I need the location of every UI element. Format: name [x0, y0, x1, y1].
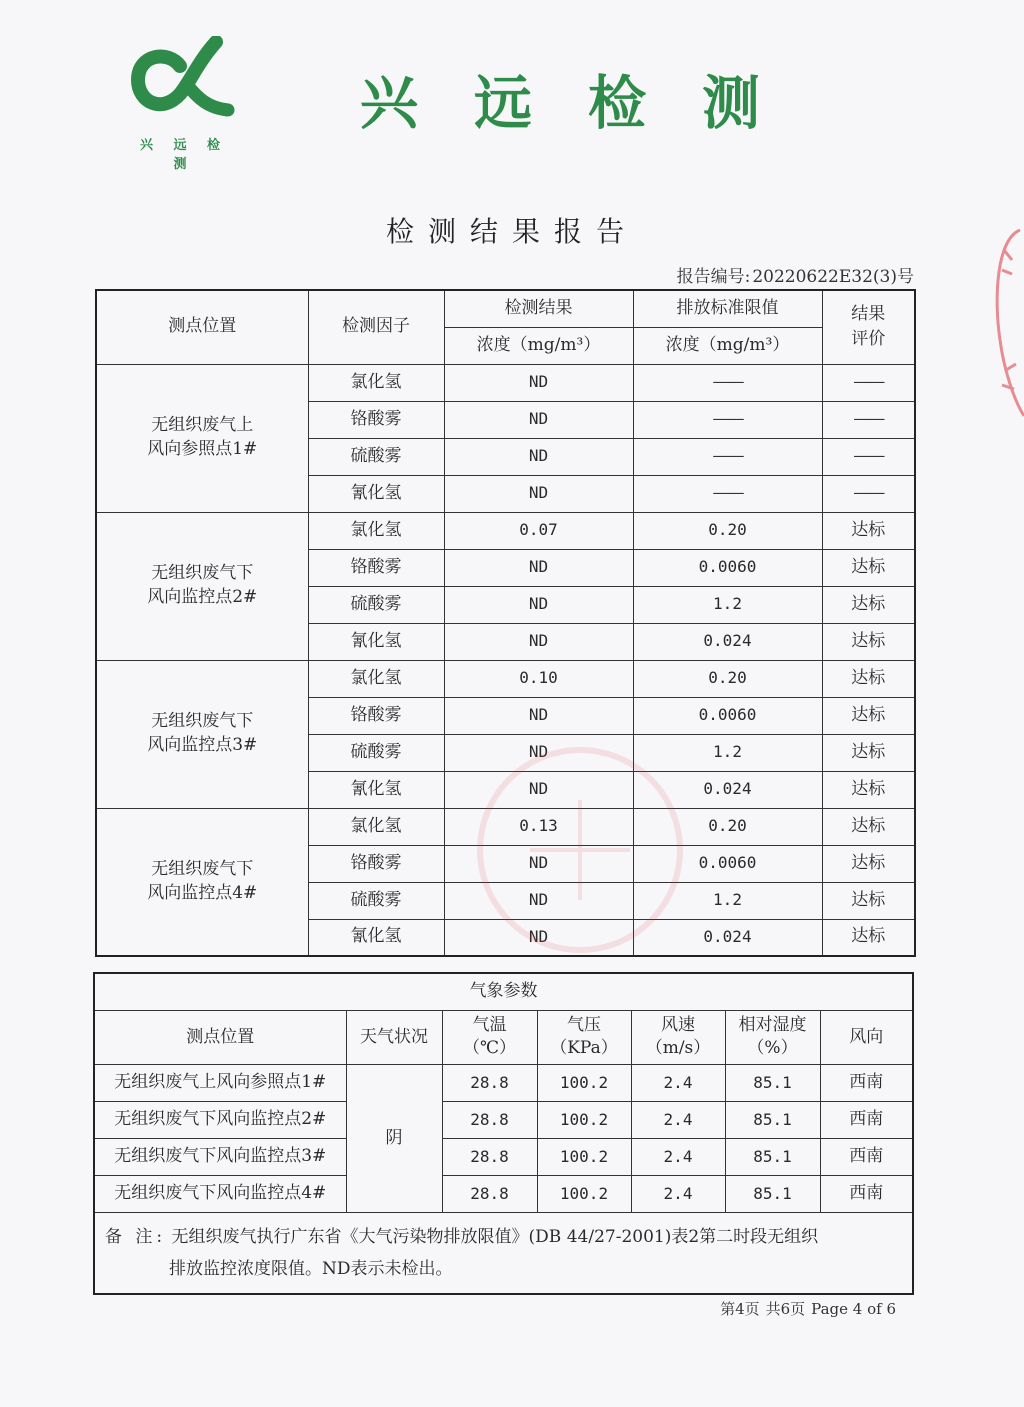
limit-cell: 0.024 — [633, 771, 822, 808]
meteo-humidity-cell: 85.1 — [725, 1101, 820, 1138]
header-evaluation — [822, 290, 915, 364]
table-row — [96, 660, 915, 697]
meteo-wind-speed-cell: 2.4 — [631, 1064, 725, 1101]
eval-cell: 达标 — [822, 882, 915, 919]
meteo-header-pressure-label: 气压 — [567, 1015, 601, 1036]
meteo-table — [93, 972, 914, 1295]
factor-cell: 铬酸雾 — [308, 549, 444, 586]
eval-cell: —— — [822, 401, 915, 438]
note-line2: 排放监控浓度限值。ND表示未检出。 — [169, 1258, 453, 1279]
limit-cell: 0.0060 — [633, 845, 822, 882]
meteo-temp-cell: 28.8 — [442, 1101, 537, 1138]
location-cell — [96, 808, 308, 956]
footer-page-en: Page 4 of 6 — [811, 1300, 896, 1318]
company-name: 兴远检测 — [360, 69, 817, 137]
meteo-location-cell: 无组织废气下风向监控点4# — [94, 1175, 346, 1212]
meteo-header-humidity-label: 相对湿度 — [738, 1015, 807, 1036]
footer-page-cn: 第4页 — [720, 1300, 760, 1318]
result-cell: 0.07 — [444, 512, 633, 549]
meteo-header-wind-speed-label: 风速 — [661, 1015, 695, 1036]
meteo-wind-speed-cell: 2.4 — [631, 1175, 725, 1212]
meteo-wind-dir-cell: 西南 — [820, 1175, 913, 1212]
result-cell: ND — [444, 549, 633, 586]
factor-cell: 硫酸雾 — [308, 586, 444, 623]
eval-cell: 达标 — [822, 808, 915, 845]
eval-cell: 达标 — [822, 549, 915, 586]
limit-cell: 0.20 — [633, 512, 822, 549]
limit-cell: —— — [633, 401, 822, 438]
meteo-header-humidity-unit: （%） — [747, 1038, 798, 1058]
meteo-temp-cell: 28.8 — [442, 1138, 537, 1175]
header-result: 检测结果 — [444, 290, 633, 327]
eval-cell: 达标 — [822, 660, 915, 697]
company-logo — [128, 36, 240, 172]
report-number — [600, 262, 914, 287]
factor-cell: 硫酸雾 — [308, 734, 444, 771]
report-number-value: 20220622E32(3)号 — [752, 267, 914, 287]
meteo-wind-speed-cell: 2.4 — [631, 1101, 725, 1138]
factor-cell: 氯化氢 — [308, 364, 444, 401]
header-result-unit: 浓度（mg/m³） — [444, 327, 633, 364]
eval-cell: 达标 — [822, 845, 915, 882]
meteo-title: 气象参数 — [94, 973, 913, 1010]
result-cell: ND — [444, 438, 633, 475]
factor-cell: 铬酸雾 — [308, 401, 444, 438]
meteo-header-location: 测点位置 — [94, 1010, 346, 1064]
location-cell — [96, 660, 308, 808]
eval-cell: 达标 — [822, 623, 915, 660]
page-footer — [600, 1298, 896, 1319]
eval-cell: —— — [822, 438, 915, 475]
limit-cell: 1.2 — [633, 734, 822, 771]
result-cell: ND — [444, 586, 633, 623]
table-row — [94, 1138, 913, 1175]
meteo-temp-cell: 28.8 — [442, 1064, 537, 1101]
table-row — [96, 512, 915, 549]
result-cell: ND — [444, 401, 633, 438]
result-cell: ND — [444, 623, 633, 660]
factor-cell: 氰化氢 — [308, 623, 444, 660]
factor-cell: 氰化氢 — [308, 919, 444, 956]
limit-cell: —— — [633, 475, 822, 512]
meteo-wind-dir-cell: 西南 — [820, 1101, 913, 1138]
meteo-header-temp-unit: （℃） — [462, 1038, 517, 1058]
eval-cell: 达标 — [822, 586, 915, 623]
meteo-pressure-cell: 100.2 — [537, 1101, 631, 1138]
meteo-pressure-cell: 100.2 — [537, 1138, 631, 1175]
eval-cell: 达标 — [822, 919, 915, 956]
factor-cell: 氰化氢 — [308, 771, 444, 808]
meteo-pressure-cell: 100.2 — [537, 1064, 631, 1101]
report-title: 检测结果报告 — [385, 215, 638, 248]
eval-cell: —— — [822, 364, 915, 401]
location-line2: 风向参照点1# — [147, 439, 258, 459]
limit-cell: 0.024 — [633, 623, 822, 660]
result-cell: ND — [444, 882, 633, 919]
header-evaluation-text: 结果评价 — [851, 303, 886, 350]
table-row — [96, 364, 915, 401]
limit-cell: 0.0060 — [633, 697, 822, 734]
seal-stamp-icon — [990, 220, 1024, 420]
location-cell — [96, 512, 308, 660]
note-label: 备 注: — [105, 1226, 167, 1247]
factor-cell: 铬酸雾 — [308, 697, 444, 734]
result-cell: ND — [444, 845, 633, 882]
note-line1: 无组织废气执行广东省《大气污染物排放限值》(DB 44/27-2001)表2第二时段无组织 — [171, 1226, 819, 1247]
meteo-header-weather: 天气状况 — [346, 1010, 442, 1064]
logo-caption: 兴 远 检 测 — [139, 138, 229, 172]
meteo-weather-cell: 阴 — [346, 1064, 442, 1212]
limit-cell: 0.0060 — [633, 549, 822, 586]
meteo-header-temp-label: 气温 — [472, 1015, 507, 1036]
meteo-header-wind-speed — [631, 1010, 725, 1064]
factor-cell: 氯化氢 — [308, 660, 444, 697]
header-location: 测点位置 — [96, 290, 308, 364]
limit-cell: —— — [633, 364, 822, 401]
limit-cell: 1.2 — [633, 882, 822, 919]
faint-seal-icon — [470, 730, 690, 970]
meteo-humidity-cell: 85.1 — [725, 1138, 820, 1175]
factor-cell: 硫酸雾 — [308, 882, 444, 919]
report-number-label: 报告编号: — [676, 267, 751, 287]
result-cell: ND — [444, 697, 633, 734]
table-row — [94, 1064, 913, 1101]
header-factor: 检测因子 — [308, 290, 444, 364]
factor-cell: 铬酸雾 — [308, 845, 444, 882]
meteo-wind-speed-cell: 2.4 — [631, 1138, 725, 1175]
eval-cell: —— — [822, 475, 915, 512]
note-cell — [94, 1212, 913, 1294]
header-limit: 排放标准限值 — [633, 290, 822, 327]
table-row — [94, 1101, 913, 1138]
meteo-header-wind-speed-unit: （m/s） — [645, 1038, 711, 1058]
eval-cell: 达标 — [822, 697, 915, 734]
location-line1: 无组织废气下 — [151, 711, 254, 732]
meteo-humidity-cell: 85.1 — [725, 1064, 820, 1101]
factor-cell: 氰化氢 — [308, 475, 444, 512]
location-line1: 无组织废气上 — [151, 415, 254, 436]
location-line2: 风向监控点4# — [147, 882, 258, 903]
location-cell — [96, 364, 308, 512]
location-line1: 无组织废气下 — [151, 563, 254, 584]
limit-cell: 0.024 — [633, 919, 822, 956]
result-cell: 0.10 — [444, 660, 633, 697]
result-cell: ND — [444, 919, 633, 956]
result-cell: ND — [444, 364, 633, 401]
eval-cell: 达标 — [822, 771, 915, 808]
result-cell: ND — [444, 734, 633, 771]
location-line2: 风向监控点2# — [147, 587, 258, 607]
factor-cell: 氯化氢 — [308, 512, 444, 549]
logo-mark-icon — [128, 36, 240, 136]
result-cell: 0.13 — [444, 808, 633, 845]
meteo-wind-dir-cell: 西南 — [820, 1138, 913, 1175]
meteo-header-wind-dir: 风向 — [820, 1010, 913, 1064]
header-limit-unit: 浓度（mg/m³） — [633, 327, 822, 364]
location-line1: 无组织废气下 — [151, 858, 254, 879]
result-cell: ND — [444, 771, 633, 808]
note-row — [94, 1212, 913, 1294]
meteo-wind-dir-cell: 西南 — [820, 1064, 913, 1101]
meteo-pressure-cell: 100.2 — [537, 1175, 631, 1212]
meteo-header-humidity — [725, 1010, 820, 1064]
footer-total-cn: 共6页 — [765, 1300, 806, 1318]
meteo-header-pressure-unit: （KPa） — [550, 1038, 618, 1058]
table-row — [94, 1175, 913, 1212]
limit-cell: 0.20 — [633, 808, 822, 845]
location-line2: 风向监控点3# — [147, 735, 258, 755]
factor-cell: 氯化氢 — [308, 808, 444, 845]
meteo-location-cell: 无组织废气下风向监控点2# — [94, 1101, 346, 1138]
meteo-header-pressure — [537, 1010, 631, 1064]
limit-cell: 0.20 — [633, 660, 822, 697]
result-cell: ND — [444, 475, 633, 512]
eval-cell: 达标 — [822, 512, 915, 549]
meteo-humidity-cell: 85.1 — [725, 1175, 820, 1212]
meteo-temp-cell: 28.8 — [442, 1175, 537, 1212]
meteo-location-cell: 无组织废气下风向监控点3# — [94, 1138, 346, 1175]
meteo-location-cell: 无组织废气上风向参照点1# — [94, 1064, 346, 1101]
eval-cell: 达标 — [822, 734, 915, 771]
limit-cell: —— — [633, 438, 822, 475]
limit-cell: 1.2 — [633, 586, 822, 623]
meteo-header-temp — [442, 1010, 537, 1064]
factor-cell: 硫酸雾 — [308, 438, 444, 475]
